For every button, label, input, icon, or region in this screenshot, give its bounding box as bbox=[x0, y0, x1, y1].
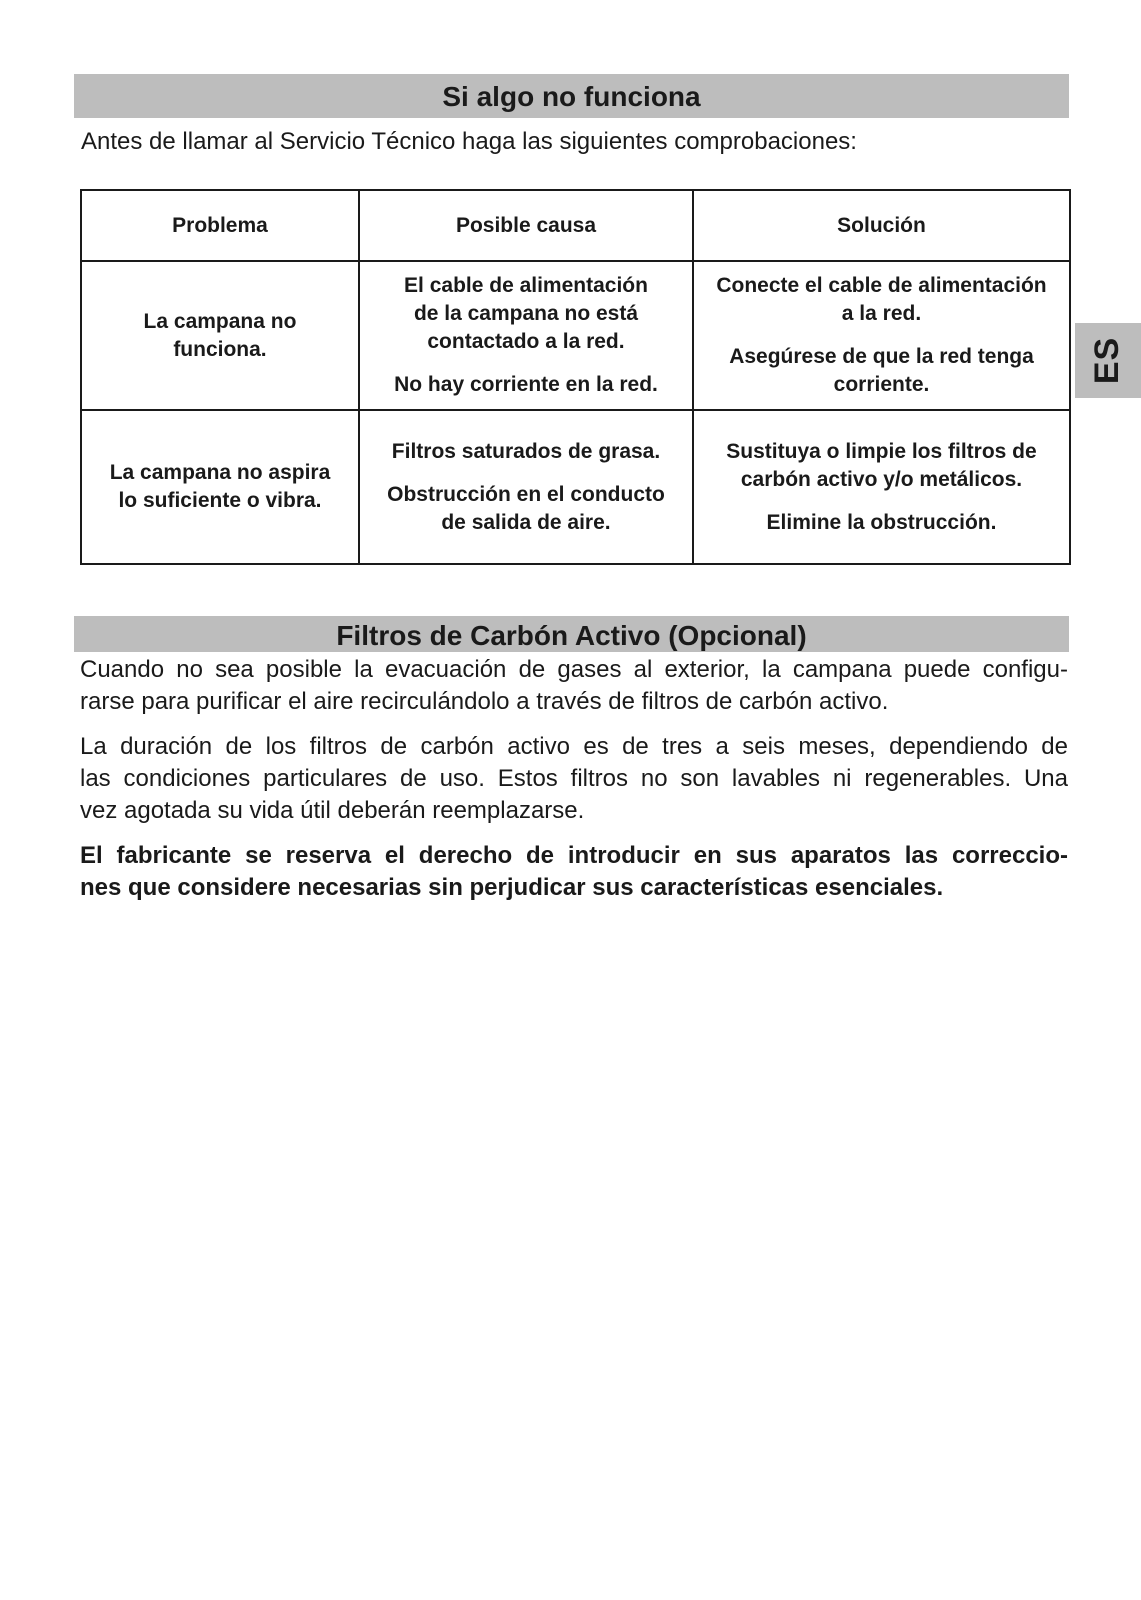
text-line: rarse para purificar el aire recirculándolo a través de filtros de carbón activo. bbox=[80, 688, 889, 715]
section-title-carbon-filters: Filtros de Carbón Activo (Opcional) bbox=[74, 616, 1069, 652]
table-row bbox=[82, 411, 1069, 563]
table-row bbox=[82, 262, 1069, 411]
solution-text: Asegúrese de que la red tenga corriente. bbox=[729, 345, 1034, 396]
language-tab-label: ES bbox=[1088, 336, 1127, 385]
table-header-row bbox=[82, 191, 1069, 262]
intro-text: Antes de llamar al Servicio Técnico haga las siguientes comprobaciones: bbox=[81, 128, 857, 155]
problem-cell bbox=[82, 411, 360, 563]
cause-text: Obstrucción en el conducto de salida de aire. bbox=[387, 482, 665, 534]
solution-text: Sustituya o limpie los filtros de carbón activo y/o metálicos. bbox=[726, 439, 1037, 491]
text-line: El fabricante se reserva el derecho de introducir en sus aparatos las correccio- bbox=[80, 842, 1068, 869]
problem-cell bbox=[82, 262, 360, 409]
cause-text: Filtros saturados de grasa. bbox=[391, 439, 661, 463]
header-solution: Solución bbox=[837, 213, 926, 237]
paragraph-manufacturer-notice bbox=[80, 840, 1068, 904]
paragraph-carbon-filters-intro bbox=[80, 654, 1068, 718]
paragraph-filter-duration bbox=[80, 731, 1068, 827]
text-line: vez agotada su vida útil deberán reemplazarse. bbox=[80, 797, 585, 824]
section-title-troubleshooting: Si algo no funciona bbox=[74, 74, 1069, 118]
text-line: nes que considere necesarias sin perjudicar sus características esenciales. bbox=[80, 874, 944, 901]
troubleshooting-table bbox=[80, 189, 1071, 565]
solution-text: Elimine la obstrucción. bbox=[766, 510, 997, 534]
cause-text: El cable de alimentación de la campana no está contactado a la red. bbox=[404, 274, 648, 353]
solution-text: Conecte el cable de alimentación a la red. bbox=[716, 274, 1047, 325]
problem-text: La campana no aspira lo suficiente o vibra. bbox=[109, 461, 331, 512]
cause-cell bbox=[360, 411, 694, 563]
text-line: Cuando no sea posible la evacuación de gases al exterior, la campana puede configu- bbox=[80, 656, 1068, 683]
solution-cell bbox=[694, 262, 1069, 409]
cause-cell bbox=[360, 262, 694, 409]
language-tab bbox=[1075, 323, 1141, 398]
text-line: La duración de los filtros de carbón activo es de tres a seis meses, dependiendo de bbox=[80, 733, 1068, 760]
text-line: las condiciones particulares de uso. Estos filtros no son lavables ni regenerables. Una bbox=[80, 765, 1068, 792]
cause-text: No hay corriente en la red. bbox=[394, 373, 658, 396]
header-problem: Problema bbox=[82, 191, 360, 260]
problem-text: La campana no funciona. bbox=[143, 309, 297, 361]
header-cause: Posible causa bbox=[360, 191, 694, 260]
solution-cell bbox=[694, 411, 1069, 563]
